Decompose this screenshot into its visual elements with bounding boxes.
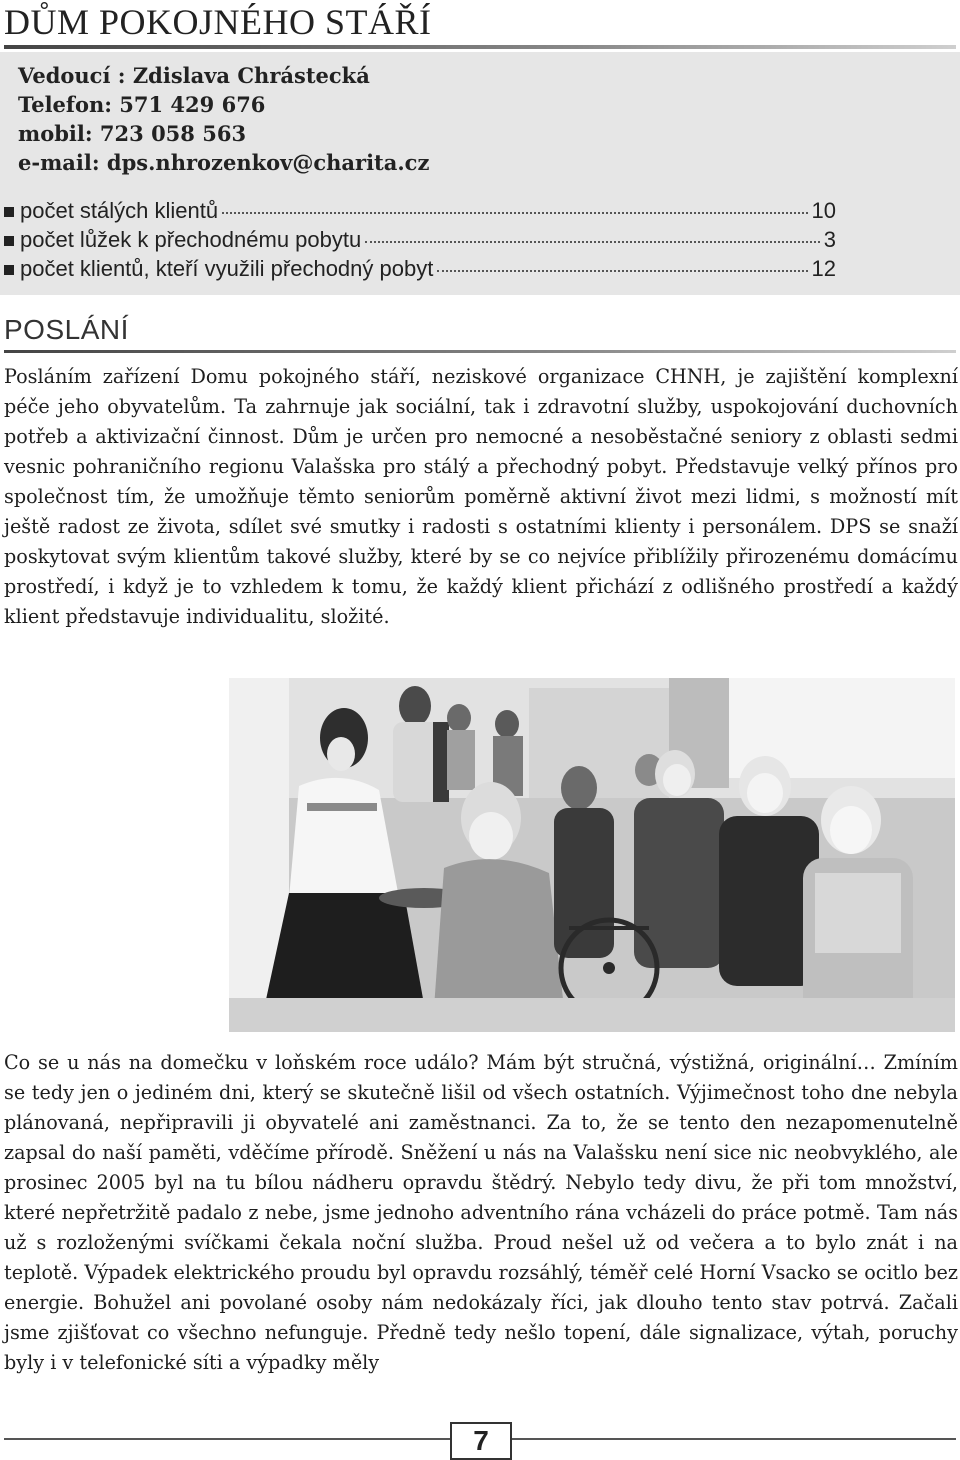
stat-label: počet lůžek k přechodnému pobytu (20, 227, 362, 252)
page-title: DŮM POKOJNÉHO STÁŘÍ (4, 2, 432, 42)
section-underline (4, 350, 956, 353)
stat-value: 10 (811, 198, 836, 223)
contact-box (0, 52, 960, 295)
mobile-line: mobil: 723 058 563 (18, 121, 247, 146)
title-underline (4, 45, 956, 49)
stat-row (4, 227, 836, 255)
story-paragraph: Co se u nás na domečku v loňském roce událo? Mám být stručná, výstižná, originální… Zmíním se tedy jen o jediném dni, který se skutečně lišil od všech ostatních. Výjimečnost toho dne nebyla plánovaná, nepřipravili ji obyvatelé ani zaměstnanci. Za to, že se tento den nezapomenutelně zapsal do naší paměti, vděčíme přírodě. Sněžení u nás na Valašsku není sice nic neobvyklého, ale prosinec 2005 byl na tu bílou nádheru opravdu štědrý. Nebylo tedy divu, že při tom množství, které nepřetržitě padalo z nebe, jsme jednoho adventního rána vcházeli do práce potmě. Tam nás už s rozloženými svíčkami čekala noční služba. Proud nešel už od večera a to bylo znát i na teplotě. Výpadek elektrického proudu byl opravdu rozsáhlý, téměř celé Horní Vsacko se ocitlo bez energie. Bohužel ani povolané osoby nám nedokázaly říci, jak dlouho tento stav potrvá. Začali jsme zjišťovat co všechno nefunguje. Předně tedy nešlo topení, dále signalizace, výtah, poruchy byly i v telefonické síti a výpadky měly (4, 1051, 958, 1374)
stat-row (4, 256, 836, 284)
section-title: POSLÁNÍ (4, 314, 129, 345)
leader-line: Vedoucí : Zdislava Chrástecká (18, 63, 370, 88)
square-bullet-icon (4, 236, 14, 246)
dot-leader (437, 270, 807, 272)
stat-value: 12 (811, 256, 836, 281)
group-photo (229, 678, 955, 1032)
email-line: e-mail: dps.nhrozenkov@charita.cz (18, 150, 430, 175)
phone-line: Telefon: 571 429 676 (18, 92, 266, 117)
dot-leader (222, 212, 807, 214)
page-header (0, 0, 960, 50)
photo-illustration (229, 678, 955, 1032)
mission-paragraph: Posláním zařízení Domu pokojného stáří, neziskové organizace CHNH, je zajištění komplexní péče jeho obyvatelům. Ta zahrnuje jak sociální, tak i zdravotní služby, uspokojování duchovních potřeb a aktivizační činnost. Dům je určen pro nemocné a nesoběstačné seniory z oblasti sedmi vesnic pohraničního regionu Valašska pro stálý a přechodný pobyt. Představuje velký přínos pro společnost tím, že umožňuje těmto seniorům poměrně aktivní život mezi lidmi, s možností mít ještě radost ze života, sdílet své smutky i radosti s ostatními klienty i personálem. DPS se snaží poskytovat svým klientům takové služby, které by se co nejvíce přiblížily přirozenému domácímu prostředí, i když je to vzhledem k tomu, že každý klient přichází z odlišného prostředí a každý klient představuje individualitu, složité. (4, 365, 958, 628)
stat-value: 3 (823, 227, 836, 252)
stat-label: počet stálých klientů (20, 198, 219, 223)
stat-row (4, 198, 836, 226)
dot-leader (365, 241, 820, 243)
mission-section-header (0, 312, 960, 358)
page-number: 7 (450, 1422, 512, 1460)
stat-label: počet klientů, kteří využili přechodný pobyt (20, 256, 434, 281)
square-bullet-icon (4, 265, 14, 275)
square-bullet-icon (4, 207, 14, 217)
page-footer (0, 1418, 960, 1456)
